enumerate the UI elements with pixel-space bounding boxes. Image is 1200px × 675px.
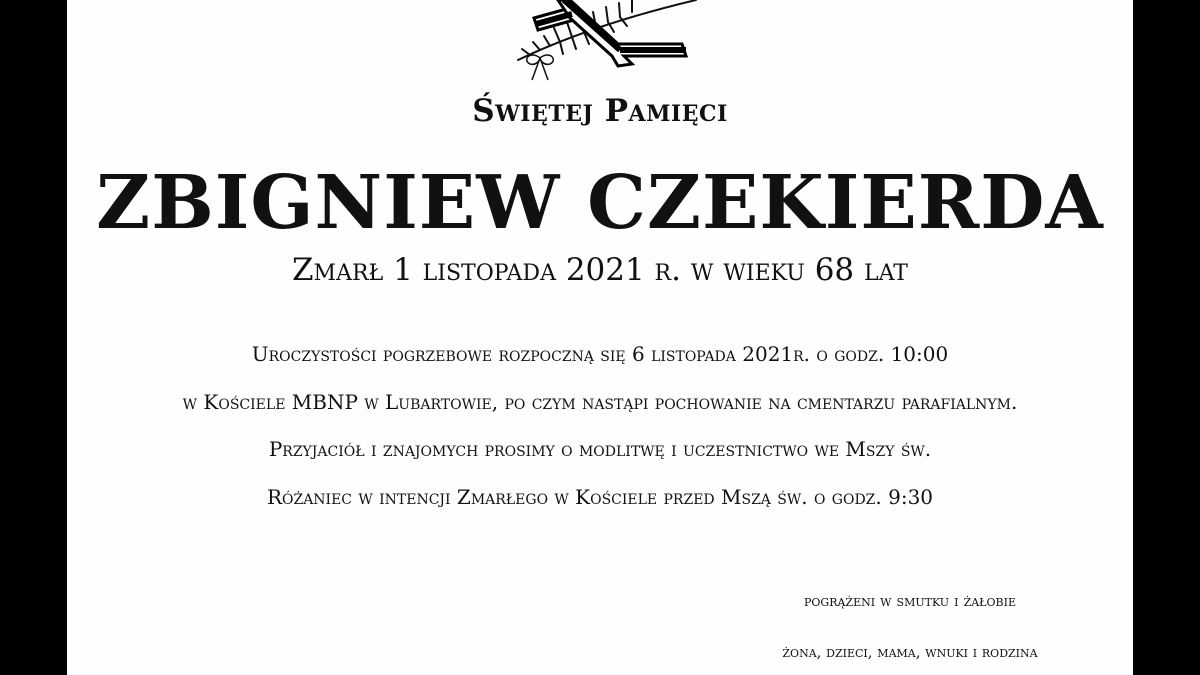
mourners-names: żona, dzieci, mama, wnuki i rodzina (782, 643, 1038, 661)
funeral-info-line: w Kościele MBNP w Lubartowie, po czym nastąpi pochowanie na cmentarzu parafialnym. (182, 390, 1018, 414)
deceased-name: ZBIGNIEW CZEKIERDA (96, 160, 1104, 246)
funeral-info-line: Różaniec w intencji Zmarłego w Kościele przed Mszą św. o godz. 9:30 (266, 485, 934, 509)
mourners-title: pogrążeni w smutku i żałobie (804, 591, 1016, 610)
death-date-line: Zmarł 1 listopada 2021 r. w wieku 68 lat (292, 252, 908, 288)
memory-heading: Świętej Pamięci (472, 93, 728, 129)
cross-with-palm-branch-icon (500, 0, 700, 84)
funeral-info-line: Przyjaciół i znajomych prosimy o modlitwę i uczestnictwo we Mszy św. (268, 437, 932, 461)
funeral-info-line: Uroczystości pogrzebowe rozpoczną się 6 listopada 2021r. o godz. 10:00 (251, 342, 949, 366)
